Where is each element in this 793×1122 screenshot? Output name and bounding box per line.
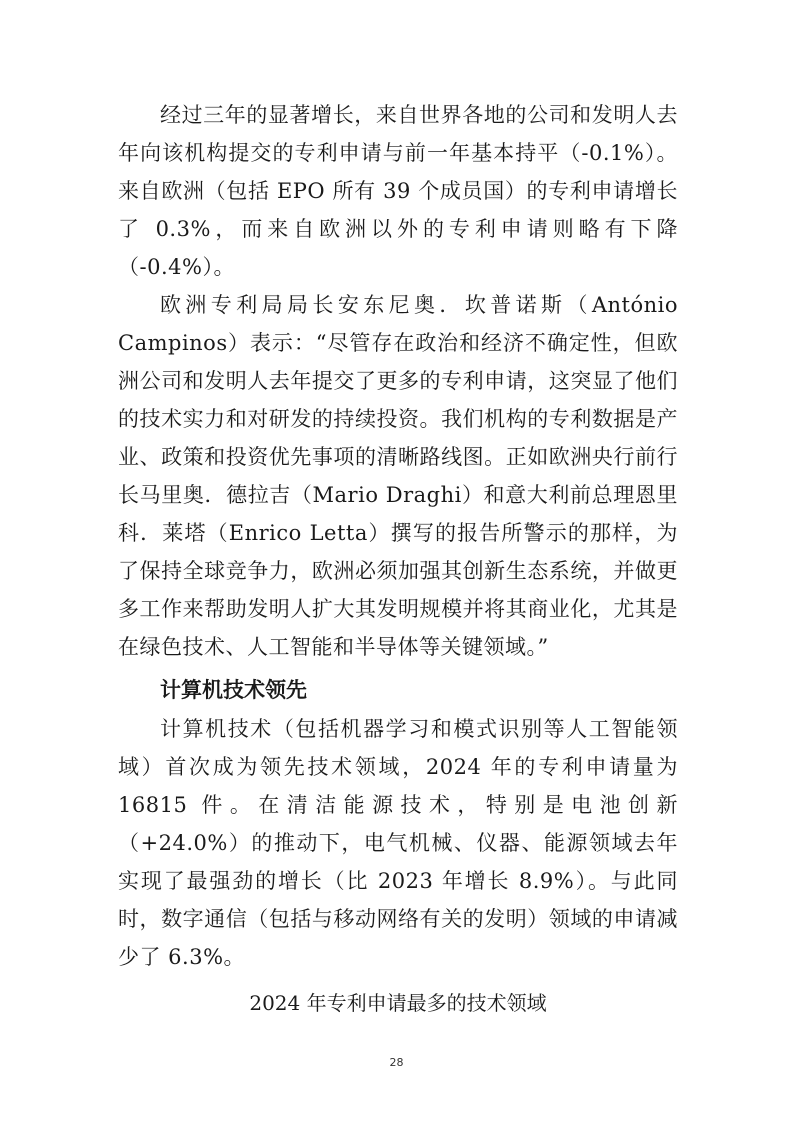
paragraph-computer-technology: 计算机技术（包括机器学习和模式识别等人工智能领域）首次成为领先技术领域，2024 年的专利申请量为 16815 件。在清洁能源技术，特别是电池创新（+24.0%）的推动下，电气机械、仪器、能源领域去年实现了最强劲的增长（比 2023 年增长 8.9%）。与此同时，数字通信（包括与移动网络有关的发明）领域的申请减少了 6.3%。 — [118, 717, 678, 969]
page-number: 28 — [389, 1056, 404, 1069]
paragraph-campinos-quote: 欧洲专利局局长安东尼奥．坎普诺斯（António Campinos）表示：“尽管存在政治和经济不确定性，但欧洲公司和发明人去年提交了更多的专利申请，这突显了他们的技术实力和对研发的持续投资。我们机构的专利数据是产业、政策和投资优先事项的清晰路线图。正如欧洲央行前行长马里奥．德拉吉（Mario Draghi）和意大利前总理恩里科．莱塔（Enrico Letta）撰写的报告所警示的那样，为了保持全球竞争力，欧洲必须加强其创新生态系统，并做更多工作来帮助发明人扩大其发明规模并将其商业化，尤其是在绿色技术、人工智能和半导体等关键领域。” — [118, 293, 678, 659]
figure-caption: 2024 年专利申请最多的技术领域 — [249, 991, 547, 1015]
document-page — [118, 96, 678, 1022]
paragraph-patent-applications-trend: 经过三年的显著增长，来自世界各地的公司和发明人去年向该机构提交的专利申请与前一年基本持平（-0.1%）。来自欧洲（包括 EPO 所有 39 个成员国）的专利申请增长了 0.3%，而来自欧洲以外的专利申请则略有下降（-0.4%）。 — [118, 103, 678, 279]
section-heading: 计算机技术领先 — [160, 678, 307, 702]
